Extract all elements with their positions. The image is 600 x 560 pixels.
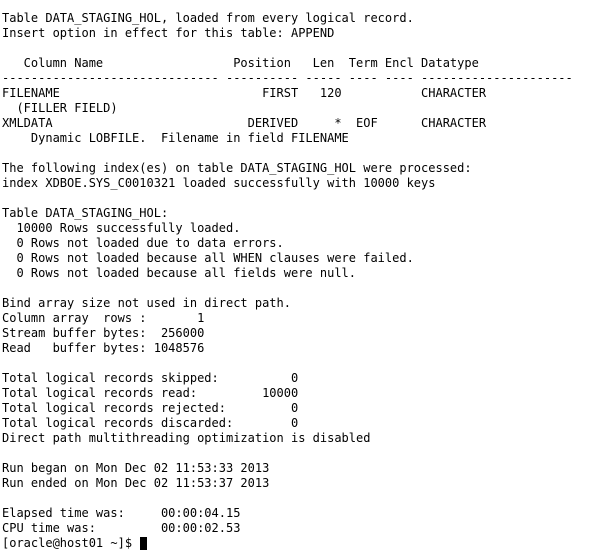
- terminal-line: Total logical records rejected: 0: [2, 401, 299, 415]
- terminal-line: Run began on Mon Dec 02 11:53:33 2013: [2, 461, 270, 475]
- terminal-line: Elapsed time was: 00:00:04.15: [2, 506, 241, 520]
- terminal-line: Column array rows : 1: [2, 311, 205, 325]
- terminal-line: [2, 191, 600, 206]
- terminal-line: The following index(es) on table DATA_STAGING_HOL were processed:: [2, 161, 472, 175]
- terminal-line: [2, 281, 600, 296]
- terminal-line: Column Name Position Len Term Encl Datatype: [2, 56, 479, 70]
- terminal-line: Total logical records skipped: 0: [2, 371, 299, 385]
- shell-prompt-line[interactable]: [2, 536, 600, 551]
- terminal-line: Bind array size not used in direct path.: [2, 296, 291, 310]
- terminal-line: 0 Rows not loaded because all fields were null.: [2, 266, 357, 280]
- terminal-line: Dynamic LOBFILE. Filename in field FILENAME: [2, 131, 349, 145]
- terminal-line: Table DATA_STAGING_HOL, loaded from every logical record.: [2, 11, 414, 25]
- terminal-line: XMLDATA DERIVED * EOF CHARACTER: [2, 116, 487, 130]
- terminal-line: [2, 491, 600, 506]
- terminal-line: Total logical records read: 10000: [2, 386, 299, 400]
- terminal-line: Direct path multithreading optimization is disabled: [2, 431, 371, 445]
- terminal-line: [2, 41, 600, 56]
- text-cursor: [140, 537, 147, 550]
- terminal-line: CPU time was: 00:00:02.53: [2, 521, 241, 535]
- terminal-line: Total logical records discarded: 0: [2, 416, 299, 430]
- terminal-line: FILENAME FIRST 120 CHARACTER: [2, 86, 487, 100]
- terminal-line: Table DATA_STAGING_HOL:: [2, 206, 169, 220]
- terminal-line: [2, 446, 600, 461]
- shell-prompt: [oracle@host01 ~]$: [2, 536, 140, 550]
- terminal-line: 10000 Rows successfully loaded.: [2, 221, 241, 235]
- terminal-line: 0 Rows not loaded due to data errors.: [2, 236, 284, 250]
- terminal-line: Read buffer bytes: 1048576: [2, 341, 205, 355]
- terminal-line: 0 Rows not loaded because all WHEN clauses were failed.: [2, 251, 414, 265]
- terminal-line: index XDBOE.SYS_C0010321 loaded successfully with 10000 keys: [2, 176, 436, 190]
- terminal-line: Stream buffer bytes: 256000: [2, 326, 205, 340]
- terminal-line: Run ended on Mon Dec 02 11:53:37 2013: [2, 476, 270, 490]
- terminal-line: (FILLER FIELD): [2, 101, 118, 115]
- terminal-line: ------------------------------ ---------- ----- ---- ---- ---------------------: [2, 71, 573, 85]
- terminal-line: [2, 356, 600, 371]
- terminal-line: Insert option in effect for this table: APPEND: [2, 26, 335, 40]
- terminal-output: [2, 11, 600, 536]
- terminal-line: [2, 146, 600, 161]
